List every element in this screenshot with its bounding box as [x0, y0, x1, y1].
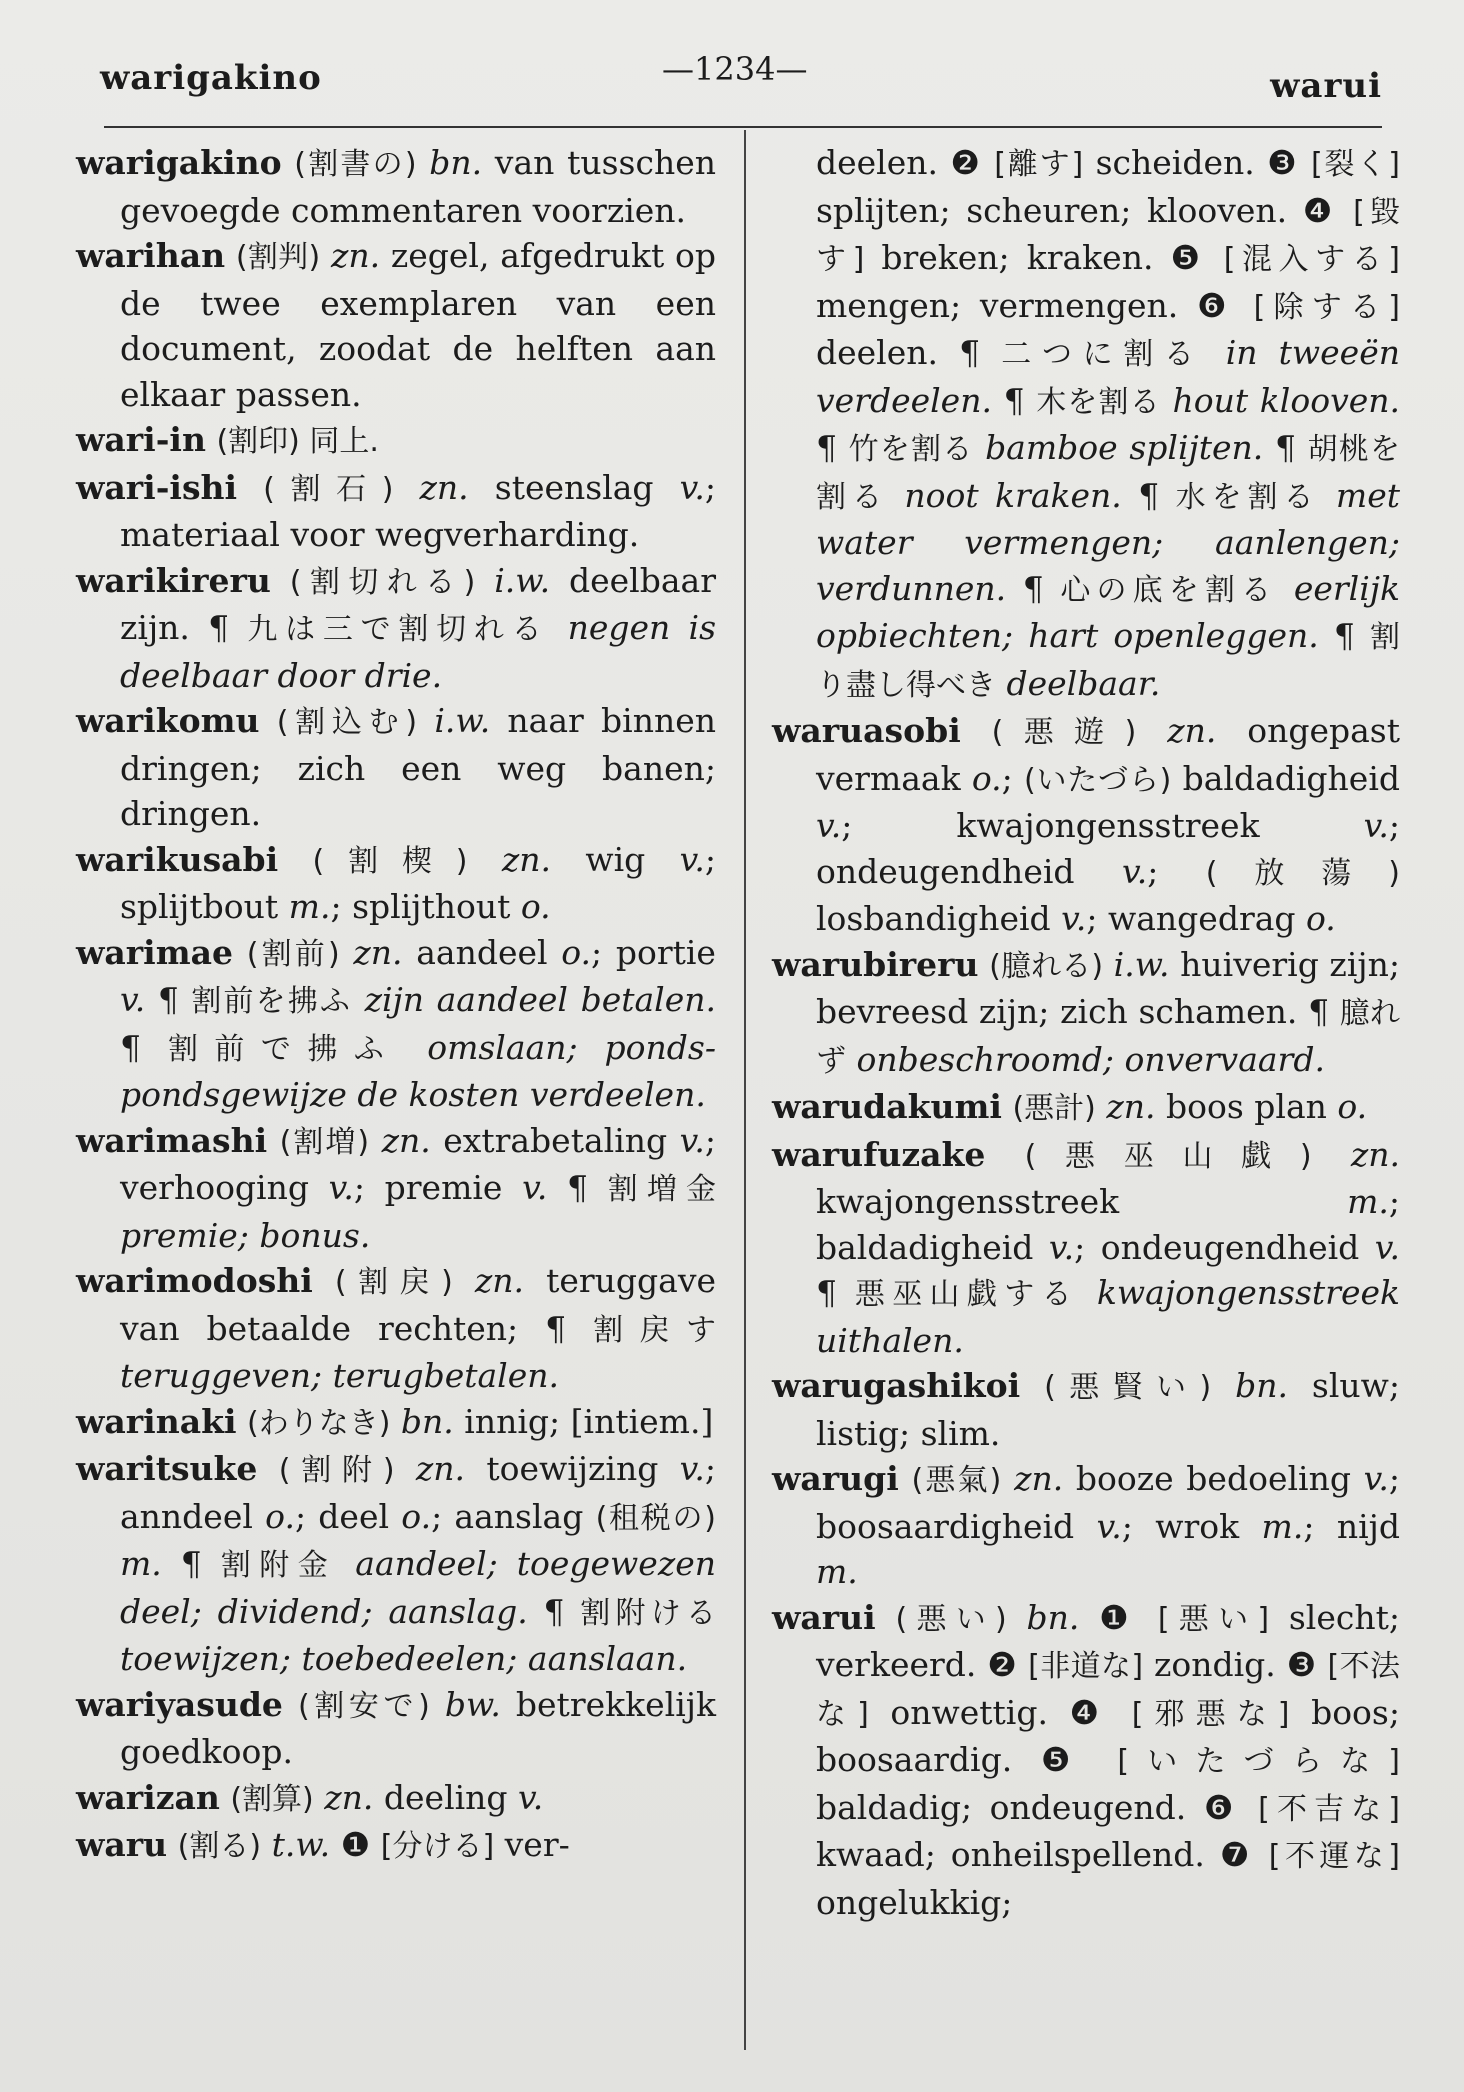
dictionary-entry: warugi (悪氣) zn. booze bedoeling v.; boosaardigheid v.; wrok m.; nijd m.	[772, 1459, 1400, 1591]
dictionary-entry: warihan (割判) zn. zegel, afgedrukt op de twee exemplaren van een document, zoodat de helften aan elkaar passen.	[76, 236, 716, 414]
page-number: —1234—	[662, 50, 808, 88]
dictionary-entry: warudakumi (悪計) zn. boos plan o.	[772, 1087, 1368, 1126]
left-column	[76, 140, 716, 1870]
running-head-left: warigakino	[100, 58, 322, 98]
dictionary-entry: wari-ishi (割石) zn. steenslag v.; materiaal voor wegverharding.	[76, 467, 716, 554]
dictionary-entry: warufuzake (悪巫山戯) zn. kwajongensstreek m.; baldadigheid v.; ondeugendheid v. ¶ 悪巫山戯する kwajongensstreek uithalen.	[772, 1134, 1400, 1360]
right-column	[772, 140, 1400, 1925]
dictionary-entry: warimodoshi (割戻) zn. teruggave van betaalde rechten; ¶ 割戻す teruggeven; terugbetalen.	[76, 1261, 717, 1395]
dictionary-entry: wari-in (割印) 同上.	[76, 420, 379, 459]
column-divider	[744, 130, 746, 2050]
dictionary-entry: warui (悪い) bn. ❶ [悪い] slecht; verkeerd. ❷ [非道な] zondig. ❸ [不法な] onwettig. ❹ [邪悪な] boos; boosaardig. ❺ [いたづらな] baldadig; ondeugend. ❻ [不吉な] kwaad; onheilspellend. ❼ [不運な] ongelukkig;	[772, 1597, 1400, 1922]
dictionary-entry: warizan (割算) zn. deeling v.	[76, 1777, 544, 1817]
header-rule	[104, 126, 1382, 128]
dictionary-entry: waritsuke (割附) zn. toewijzing v.; anndeel o.; deel o.; aanslag (租税の) m. ¶ 割附金 aandeel; toegewezen deel; dividend; aanslag. ¶ 割附ける toewijzen; toebedeelen; aanslaan.	[76, 1449, 716, 1678]
dictionary-entry: deelen. ❷ [離す] scheiden. ❸ [裂く] splijten; scheuren; klooven. ❹ [毀す] breken; kraken. ❺ [混入する] mengen; vermengen. ❻ [除する] deelen. ¶ 二つに割る in tweeën verdeelen. ¶ 木を割る hout klooven. ¶ 竹を割る bamboe splijten. ¶ 胡桃を割る noot kraken. ¶ 水を割る met water vermengen; aanlengen; verdunnen. ¶ 心の底を割る eerlijk opbiechten; hart openleggen. ¶ 割り盡し得べき deelbaar.	[816, 143, 1401, 703]
dictionary-entry: warimashi (割増) zn. extrabetaling v.; verhooging v.; premie v. ¶ 割増金 premie; bonus.	[76, 1120, 717, 1255]
dictionary-entry: warimae (割前) zn. aandeel o.; portie v. ¶ 割前を拂ふ zijn aandeel betalen. ¶ 割前で拂ふ omslaan; ponds-pondsgewijze de kosten verdeelen.	[76, 932, 716, 1114]
dictionary-entry: warikomu (割込む) i.w. naar binnen dringen; zich een weg banen; dringen.	[76, 701, 716, 833]
dictionary-entry: warugashikoi (悪賢い) bn. sluw; listig; slim.	[772, 1366, 1400, 1453]
dictionary-entry: wariyasude (割安で) bw. betrekkelijk goedkoop.	[76, 1684, 716, 1771]
dictionary-entry: warikireru (割切れる) i.w. deelbaar zijn. ¶ 九は三で割切れる negen is deelbaar door drie.	[76, 560, 717, 695]
dictionary-entry: warikusabi (割楔) zn. wig v.; splijtbout m.; splijthout o.	[76, 839, 716, 926]
running-head-right: warui	[1270, 66, 1382, 106]
dictionary-entry: waruasobi (悪遊) zn. ongepast vermaak o.; (いたづら) baldadigheid v.; kwajongensstreek v.; ondeugendheid v.; (放蕩) losbandigheid v.; wangedrag o.	[772, 711, 1401, 938]
dictionary-entry: waru (割る) t.w. ❶ [分ける] ver-	[76, 1825, 570, 1864]
dictionary-entry: warinaki (わりなき) bn. innig; [intiem.]	[76, 1401, 714, 1441]
dictionary-entry: warubireru (臆れる) i.w. huiverig zijn; bevreesd zijn; zich schamen. ¶ 臆れず onbeschroomd; onvervaard.	[772, 944, 1401, 1079]
dictionary-entry: warigakino (割書の) bn. van tusschen gevoegde commentaren voorzien.	[76, 143, 716, 230]
